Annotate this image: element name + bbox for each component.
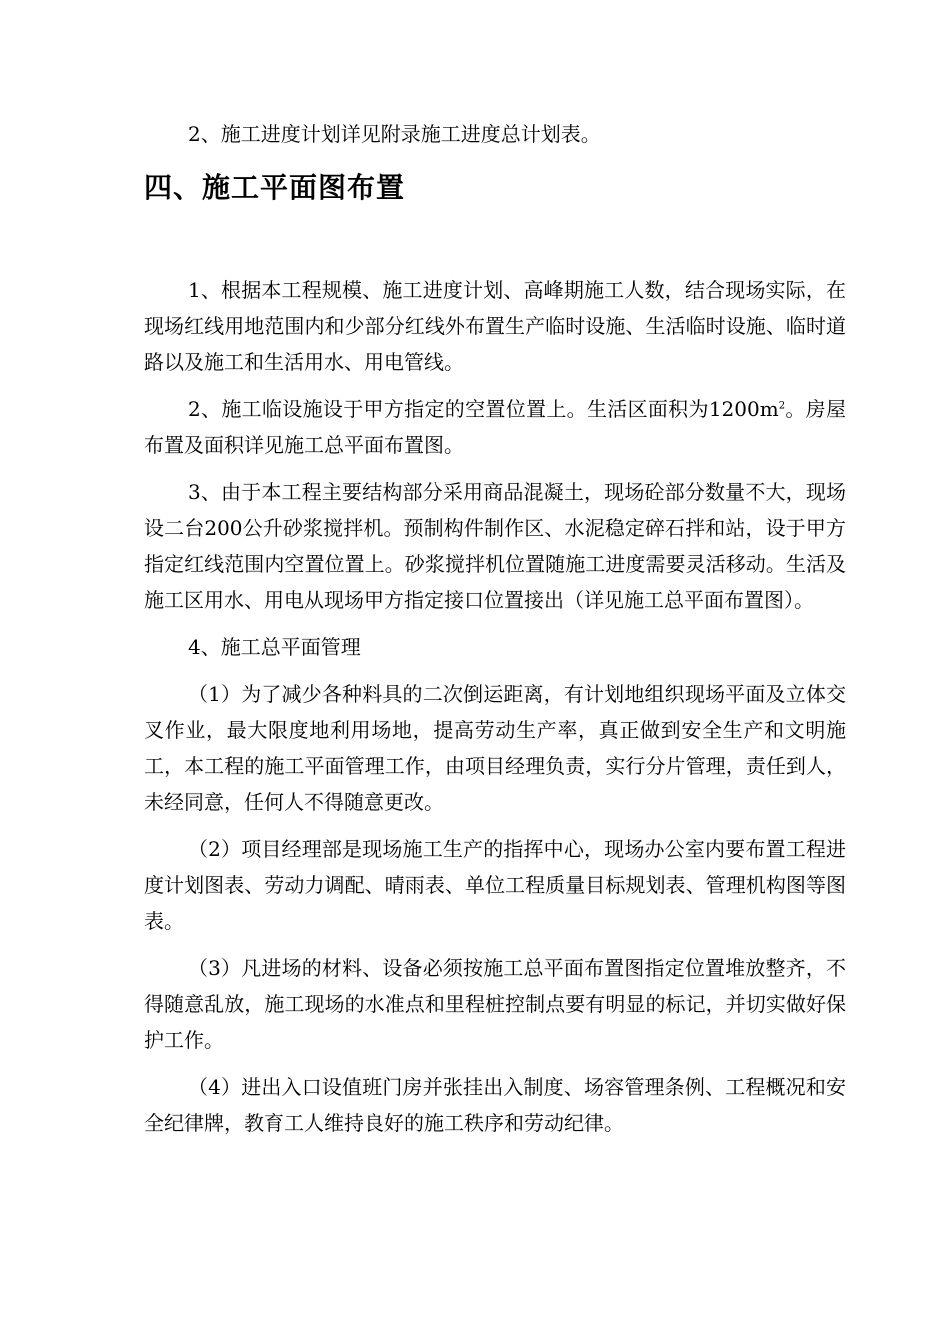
paragraph-2 — [144, 391, 846, 463]
paragraph-6: （2）项目经理部是现场施工生产的指挥中心，现场办公室内要布置工程进度计划图表、劳动力调配、晴雨表、单位工程质量目标规划表、管理机构图等图表。 — [144, 837, 846, 933]
paragraph-4: 4、施工总平面管理 — [188, 635, 361, 659]
paragraph-3: 3、由于本工程主要结构部分采用商品混凝土，现场砼部分数量不大，现场设二台200公升砂浆搅拌机。预制构件制作区、水泥稳定碎石拌和站，设于甲方指定红线范围内空置位置上。砂浆搅拌机位置随施工进度需要灵活移动。生活及施工区用水、用电从现场甲方指定接口位置接出（详见施工总平面布置图）。 — [144, 480, 846, 612]
paragraph-1: 1、根据本工程规模、施工进度计划、高峰期施工人数，结合现场实际，在现场红线用地范围内和少部分红线外布置生产临时设施、生活临时设施、临时道路以及施工和生活用水、用电管线。 — [144, 278, 846, 374]
paragraph-5: （1）为了减少各种料具的二次倒运距离，有计划地组织现场平面及立体交叉作业，最大限度地利用场地，提高劳动生产率，真正做到安全生产和文明施工，本工程的施工平面管理工作，由项目经理负责，实行分片管理，责任到人，未经同意，任何人不得随意更改。 — [144, 682, 846, 814]
area-unit-superscript: 2 — [778, 400, 786, 412]
section-title: 四、施工平面图布置 — [144, 171, 406, 204]
intro-paragraph: 2、施工进度计划详见附录施工进度总计划表。 — [188, 122, 601, 146]
paragraph-8: （4）进出入口设值班门房并张挂出入制度、场容管理条例、工程概况和安全纪律牌，教育工人维持良好的施工秩序和劳动纪律。 — [144, 1075, 846, 1135]
paragraph-7: （3）凡进场的材料、设备必须按施工总平面布置图指定位置堆放整齐，不得随意乱放，施工现场的水准点和里程桩控制点要有明显的标记，并切实做好保护工作。 — [144, 956, 846, 1052]
paragraph-2-tail: 。房屋布置及面积详见施工总平面布置图。 — [144, 397, 846, 457]
area-value: 1200m — [708, 397, 779, 421]
paragraph-2-text: 2、施工临设施设于甲方指定的空置位置上。生活区面积为 — [188, 397, 709, 421]
section-body — [144, 272, 846, 1152]
